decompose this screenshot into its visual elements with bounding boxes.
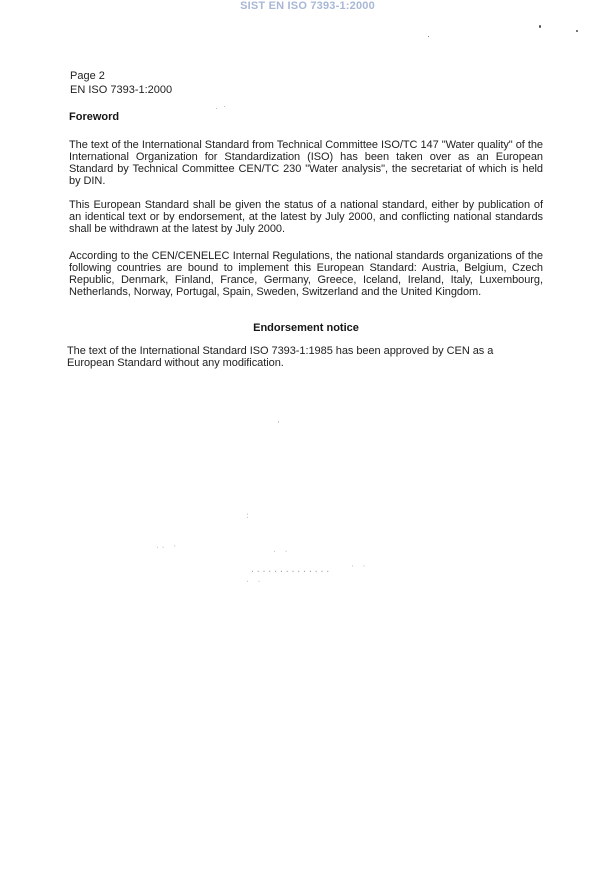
scan-speck — [216, 108, 217, 109]
scan-speck — [278, 421, 279, 423]
endorsement-heading: Endorsement notice — [253, 322, 359, 334]
scan-speck — [224, 106, 225, 107]
scan-speck — [576, 30, 578, 32]
foreword-heading: Foreword — [69, 111, 120, 123]
standard-reference: EN ISO 7393-1:2000 — [70, 84, 173, 96]
foreword-paragraph: This European Standard shall be given the status of a national standard, either by publication of an identical text or by endorsement, at the latest by July 2000, and conflicting national standards shall be withdrawn at the latest by July 2000. — [69, 199, 543, 235]
scan-noise: · · — [350, 562, 368, 571]
page-header — [70, 69, 172, 97]
foreword-paragraph: The text of the International Standard from Technical Committee ISO/TC 147 "Water quality" of the International Organization for Standardization (ISO) has been taken over as an European Standard by Technical Committee CEN/TC 230 "Water analysis", the secretariat of which is held by DIN. — [69, 139, 543, 187]
scan-noise: : — [245, 512, 251, 521]
scan-speck — [539, 25, 541, 28]
scan-noise: . . — [272, 546, 290, 555]
scan-speck — [428, 36, 429, 37]
page-number: Page 2 — [70, 70, 105, 82]
foreword-paragraph: According to the CEN/CENELEC Internal Regulations, the national standards organizations of the following countries are bound to implement this European Standard: Austria, Belgium, Czech Republic, Denmark, Finland, France, Germany, Greece, Iceland, Ireland, Italy, Luxembourg, Netherlands, Norway, Portugal, Spain, Sweden, Switzerland and the United Kingdom. — [69, 250, 543, 298]
watermark: SIST EN ISO 7393-1:2000 — [240, 0, 375, 12]
endorsement-paragraph: The text of the International Standard ISO 7393-1:1985 has been approved by CEN as a European Standard without any modification. — [67, 345, 494, 369]
scan-noise: .............. — [250, 566, 332, 575]
scan-noise: . . — [245, 576, 263, 585]
scan-noise: .. · — [155, 542, 179, 551]
